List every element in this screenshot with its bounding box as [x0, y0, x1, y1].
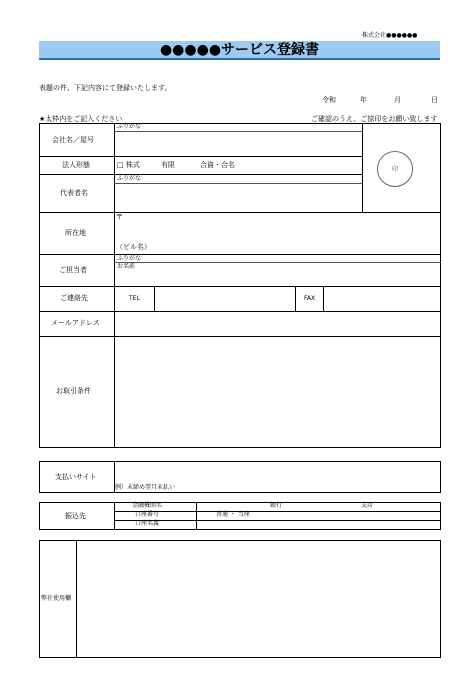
- label-internal-use: 弊社使用欄: [41, 595, 72, 602]
- branch-suffix: 支店: [361, 502, 374, 509]
- tel-label: TEL: [129, 295, 140, 302]
- company-name-header: 株式会社●●●●●●: [362, 32, 418, 39]
- note-left: ★太枠内をご記入ください: [39, 115, 123, 123]
- date-month: 月: [394, 96, 401, 104]
- internal-use-field: [77, 541, 440, 657]
- label-legal-form: 法人形態: [62, 161, 90, 169]
- label-terms: お取引条件: [56, 387, 91, 395]
- name-label: お名前: [117, 263, 136, 270]
- label-account-number: 口座番号: [135, 511, 160, 518]
- fax-input[interactable]: [324, 287, 440, 310]
- email-field[interactable]: [115, 312, 440, 335]
- furigana-company: ふりがな: [117, 123, 142, 130]
- label-account-name: 口座名義: [135, 520, 160, 527]
- seal-divider: [362, 123, 363, 212]
- note-right: ご確認のうえ、ご捺印をお願い致します: [311, 115, 438, 123]
- contact-person-field[interactable]: [115, 263, 440, 285]
- furigana-contact: ふりがな: [117, 255, 142, 262]
- account-type[interactable]: 普通 ・ 当座: [216, 511, 250, 518]
- seal-circle: [377, 151, 413, 187]
- representative-field[interactable]: [115, 184, 361, 211]
- label-contact: ご連絡先: [60, 294, 88, 302]
- payment-example: 例）末締め翌月末払い: [115, 484, 176, 491]
- label-transfer: 振込先: [65, 512, 86, 520]
- label-representative: 代表者名: [60, 189, 88, 197]
- tel-input[interactable]: [155, 287, 294, 310]
- legal-option-kabushiki[interactable]: □ 株式: [117, 161, 140, 169]
- label-payment-site: 支払いサイト: [55, 473, 97, 481]
- postal-mark: 〒: [116, 213, 123, 221]
- seal-label: 印: [391, 166, 398, 173]
- label-address: 所在地: [65, 229, 86, 237]
- legal-option-goshi[interactable]: 合資・合名: [200, 161, 235, 169]
- label-company-name: 会社名／屋号: [52, 136, 94, 144]
- fax-label: FAX: [304, 295, 316, 302]
- page-title: ●●●●●サービス登録書: [159, 42, 320, 58]
- bank-suffix: 銀行: [270, 502, 283, 509]
- label-bank-name: 金融機関名: [132, 502, 163, 509]
- furigana-representative: ふりがな: [117, 175, 142, 182]
- terms-field[interactable]: [115, 337, 440, 447]
- company-name-field[interactable]: [115, 132, 361, 155]
- legal-option-yugen[interactable]: 有限: [161, 161, 175, 169]
- label-contact-person: ご担当者: [59, 266, 87, 274]
- date-era: 令和: [322, 96, 336, 104]
- address-field[interactable]: [115, 213, 440, 253]
- date-day: 日: [431, 96, 438, 104]
- payment-site-field[interactable]: [115, 462, 440, 483]
- building-label: （ビル名）: [116, 243, 151, 251]
- intro-text: 表題の件、下記内容にて登録いたします。: [39, 84, 172, 92]
- account-name-field[interactable]: [197, 521, 440, 529]
- label-email: メールアドレス: [51, 319, 100, 327]
- date-year: 年: [360, 96, 367, 104]
- title-bar: [39, 41, 440, 60]
